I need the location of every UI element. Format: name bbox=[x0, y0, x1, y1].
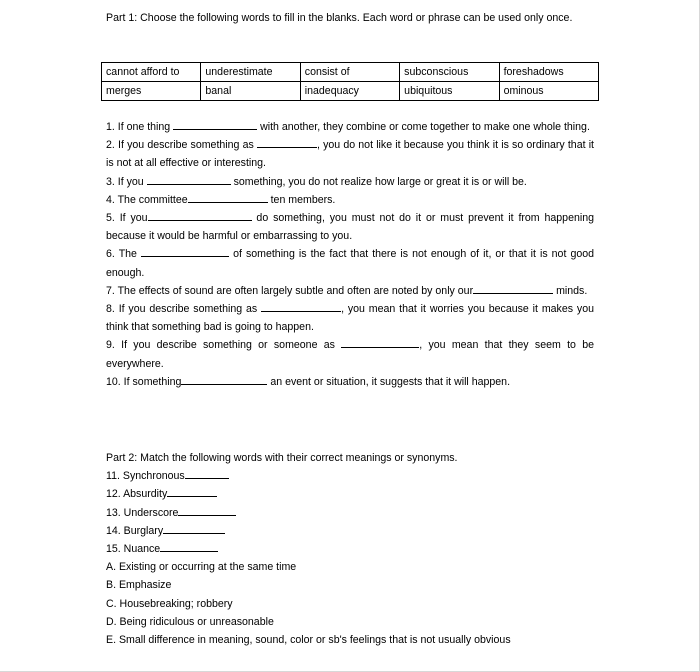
part1-questions bbox=[106, 118, 594, 391]
word-bank-cell: cannot afford to bbox=[102, 63, 201, 82]
question-text: , you mean that it worries you because it makes you think that something bad is going to happen. bbox=[106, 303, 594, 334]
part1-instruction bbox=[106, 9, 594, 27]
question-text: 9. If you describe something or someone as bbox=[106, 339, 335, 352]
answer-blank[interactable] bbox=[160, 541, 218, 552]
question-8 bbox=[106, 300, 594, 336]
question-text: 4. The committee bbox=[106, 193, 188, 206]
question-text: 8. If you describe something as bbox=[106, 303, 258, 316]
match-word: 15. Nuance bbox=[106, 543, 161, 556]
question-10 bbox=[106, 373, 594, 391]
question-5 bbox=[106, 209, 594, 245]
question-text: do something, you must not do it or must prevent it from happening because it would be harmful or embarrassing to you. bbox=[106, 212, 594, 243]
word-bank-cell: underestimate bbox=[201, 63, 300, 82]
question-7 bbox=[106, 282, 594, 300]
match-word-14 bbox=[106, 522, 594, 540]
word-bank-cell: inadequacy bbox=[300, 82, 399, 101]
question-text: 2. If you describe something as bbox=[106, 139, 254, 152]
part1-instruction-text: Part 1: Choose the following words to fill in the blanks. Each word or phrase can be used only once. bbox=[106, 12, 573, 24]
meaning-d: D. Being ridiculous or unreasonable bbox=[106, 615, 274, 628]
word-bank-cell: ubiquitous bbox=[400, 82, 499, 101]
answer-blank[interactable] bbox=[188, 192, 268, 203]
match-word-13 bbox=[106, 504, 594, 522]
answer-blank[interactable] bbox=[147, 174, 231, 185]
meaning-a: A. Existing or occurring at the same time bbox=[106, 561, 297, 574]
match-word: 11. Synchronous bbox=[106, 470, 185, 483]
match-word: 13. Underscore bbox=[106, 506, 179, 519]
part2-instruction: Part 2: Match the following words with their correct meanings or synonyms. bbox=[106, 452, 458, 464]
question-text: , you do not like it because you think it is so ordinary that it is not at all effective or interesting. bbox=[106, 139, 594, 170]
question-text: of something is the fact that there is not enough of it, or that it is not good enough. bbox=[106, 248, 595, 279]
word-bank-cell: consist of bbox=[300, 63, 399, 82]
meaning-b: B. Emphasize bbox=[106, 579, 172, 592]
question-2 bbox=[106, 136, 594, 172]
question-text: 7. The effects of sound are often largely subtle and often are noted by only our bbox=[106, 284, 474, 297]
question-text: with another, they combine or come together to make one whole thing. bbox=[260, 121, 590, 133]
match-word-11 bbox=[106, 467, 594, 485]
word-bank-table bbox=[101, 62, 599, 101]
question-6 bbox=[106, 245, 594, 281]
question-text: 1. If one thing bbox=[106, 121, 171, 133]
question-text: 3. If you bbox=[106, 175, 144, 188]
word-bank-cell: foreshadows bbox=[499, 63, 598, 82]
answer-blank[interactable] bbox=[148, 210, 252, 221]
question-4 bbox=[106, 191, 594, 209]
question-text: , you mean that they seem to be everywhere. bbox=[106, 339, 594, 370]
question-text: 5. If you bbox=[106, 212, 148, 225]
answer-blank[interactable] bbox=[473, 283, 553, 294]
word-bank-cell: merges bbox=[102, 82, 201, 101]
word-bank-cell: banal bbox=[201, 82, 300, 101]
answer-blank[interactable] bbox=[257, 137, 317, 148]
answer-blank[interactable] bbox=[167, 486, 217, 497]
word-bank-row bbox=[102, 82, 599, 101]
answer-blank[interactable] bbox=[173, 119, 257, 130]
question-text: something, you do not realize how large or great it is or will be. bbox=[233, 175, 527, 188]
question-text: 10. If something bbox=[106, 375, 182, 388]
answer-blank[interactable] bbox=[163, 523, 225, 534]
answer-blank[interactable] bbox=[261, 301, 341, 312]
question-1 bbox=[106, 118, 594, 136]
match-word-15 bbox=[106, 540, 594, 558]
meaning-c: C. Housebreaking; robbery bbox=[106, 597, 233, 610]
meaning-e: E. Small difference in meaning, sound, color or sb's feelings that is not usually obvious bbox=[106, 634, 511, 647]
word-bank-cell: ominous bbox=[499, 82, 598, 101]
word-bank-row bbox=[102, 63, 599, 82]
question-text: 6. The bbox=[106, 248, 137, 261]
answer-blank[interactable] bbox=[185, 468, 229, 479]
answer-blank[interactable] bbox=[341, 337, 419, 348]
question-text: ten members. bbox=[270, 193, 336, 206]
part2-section bbox=[106, 449, 594, 649]
question-text: minds. bbox=[556, 284, 588, 297]
match-word: 14. Burglary bbox=[106, 524, 164, 537]
question-9 bbox=[106, 336, 594, 372]
word-bank-cell: subconscious bbox=[400, 63, 499, 82]
question-3 bbox=[106, 173, 594, 191]
answer-blank[interactable] bbox=[181, 374, 267, 385]
match-word-12 bbox=[106, 485, 594, 503]
answer-blank[interactable] bbox=[141, 246, 229, 257]
match-word: 12. Absurdity bbox=[106, 488, 168, 501]
answer-blank[interactable] bbox=[178, 505, 236, 516]
question-text: an event or situation, it suggests that it will happen. bbox=[270, 375, 511, 388]
